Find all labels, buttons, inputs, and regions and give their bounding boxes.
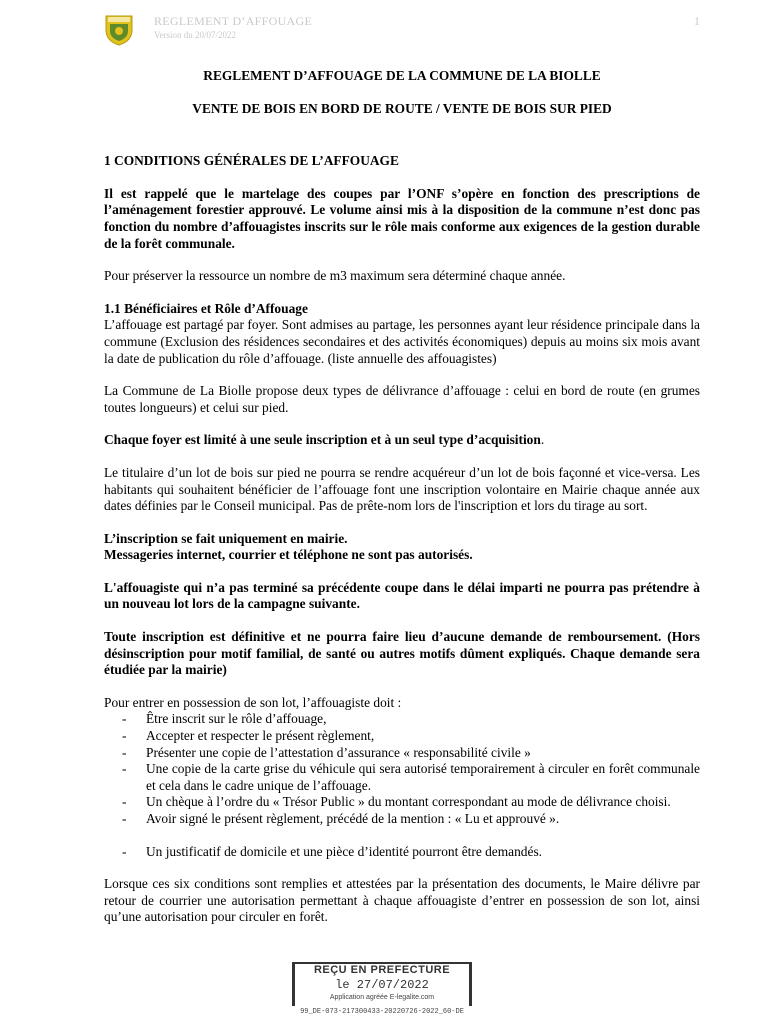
document-title: REGLEMENT D’AFFOUAGE DE LA COMMUNE DE LA BIOLLE	[203, 68, 601, 83]
list-item	[104, 794, 700, 811]
limit-end: .	[540, 432, 545, 448]
limit-bold-text: Chaque foyer est limité à une seule inscription et à un seul type d’acquisition	[104, 432, 541, 448]
registration-paragraph	[104, 531, 700, 564]
list-item-text: Une copie de la carte grise du véhicule qui sera autorisé temporairement à circuler en forêt communale et cela dans le cadre unique de l’affouage.	[146, 761, 700, 793]
list-dash: -	[122, 811, 127, 826]
commune-crest-logo	[104, 12, 134, 46]
prefecture-stamp	[292, 962, 472, 1020]
list-item	[104, 811, 700, 828]
list-dash: -	[122, 744, 127, 760]
list-dash: -	[122, 761, 127, 777]
list-item-text: Accepter et respecter le présent règlement,	[146, 728, 375, 744]
previous-cut-paragraph: L'affouagiste qui n’a pas terminé sa précédente coupe dans le délai imparti ne pourra pas prétendre à un nouveau lot lors de la campagne suivante.	[104, 579, 700, 612]
page-number: 1	[694, 14, 700, 28]
list-item	[104, 728, 700, 745]
section-1-heading: 1 CONDITIONS GÉNÉRALES DE L’AFFOUAGE	[104, 153, 399, 169]
list-dash: -	[122, 843, 127, 859]
list-item-text: Un chèque à l’ordre du « Trésor Public » du montant correspondant au mode de délivrance choisi.	[146, 794, 671, 810]
list-item	[104, 761, 700, 794]
list-dash: -	[122, 711, 127, 727]
document-body	[104, 68, 700, 942]
list-item-text: Présenter une copie de l’attestation d’assurance « responsabilité civile »	[146, 744, 531, 760]
delivery-types-paragraph: La Commune de La Biolle propose deux types de délivrance d’affouage : celui en bord de route (en grumes toutes longueurs) et celui sur pied.	[104, 383, 700, 415]
beneficiaries-paragraph: L’affouage est partagé par foyer. Sont admises au partage, les personnes ayant leur résidence principale dans la commune (Exclusion des résidences secondaires et des activités économiques) depuis au moins six mois avant la date de publication du rôle d’affouage. (liste annuelle des affouagistes)	[104, 317, 700, 366]
list-item	[104, 844, 700, 861]
intro-paragraph: Il est rappelé que le martelage des coupes par l’ONF s’opère en fonction des prescriptions de l’aménagement forestier approuvé. Le volume ainsi mis à la disposition de la commune n’est donc pas fonction du nombre d’affouagistes inscrits sur le rôle mais conforme aux exigences de la gestion durable de la forêt communale.	[104, 185, 700, 251]
definitive-paragraph: Toute inscription est définitive et ne pourra faire lieu d’aucune demande de remboursement. (Hors désinscription pour motif familial, de santé ou autres motifs dûment expliqués. Chaque demande sera étudiée par la mairie)	[104, 629, 700, 678]
resource-paragraph: Pour préserver la ressource un nombre de m3 maximum sera déterminé chaque année.	[104, 268, 566, 284]
list-item-text: Un justificatif de domicile et une pièce d’identité pourront être demandés.	[146, 843, 542, 859]
list-item-text: Être inscrit sur le rôle d’affouage,	[146, 711, 327, 727]
list-item	[104, 745, 700, 762]
list-spacer	[104, 828, 700, 844]
list-item	[104, 711, 700, 728]
subsection-1-1-heading: 1.1 Bénéficiaires et Rôle d’Affouage	[104, 300, 308, 316]
header-document-title: REGLEMENT D’AFFOUAGE	[154, 14, 313, 28]
list-item-text: Avoir signé le présent règlement, précédé de la mention : « Lu et approuvé ».	[146, 811, 560, 826]
extra-requirement-list	[104, 844, 700, 861]
list-spacer	[104, 860, 700, 876]
registration-line-2: Messageries internet, courrier et téléphone ne sont pas autorisés.	[104, 547, 473, 563]
header-version-date: Version du 20/07/2022	[154, 30, 236, 40]
closing-paragraph: Lorsque ces six conditions sont remplies et attestées par la présentation des documents, le Maire délivre par retour de courrier une autorisation permettant à chaque affouagiste d’entrer en possession de son lot, ainsi qu’une autorisation pour circuler en forêt.	[104, 876, 700, 925]
document-subtitle: VENTE DE BOIS EN BORD DE ROUTE / VENTE DE BOIS SUR PIED	[192, 100, 612, 116]
requirements-list	[104, 711, 700, 827]
limit-paragraph	[104, 432, 700, 449]
list-dash: -	[122, 728, 127, 744]
stamp-application-label: Application agréée E-legalite.com	[329, 994, 435, 1001]
stamp-reference-code: 99_DE-073-217300433-20220726-2022_60-DE	[300, 1008, 464, 1016]
page-header	[104, 12, 704, 44]
stamp-received-label: REÇU EN PREFECTURE	[313, 964, 451, 976]
list-dash: -	[122, 794, 127, 810]
registration-line-1: L’inscription se fait uniquement en mairie.	[104, 530, 348, 546]
holder-paragraph: Le titulaire d’un lot de bois sur pied ne pourra se rendre acquéreur d’un lot de bois façonné et vice-versa. Les habitants qui souhaitent bénéficier de l’affouage font une inscription volontaire en Mairie chaque année aux dates définies par le Conseil municipal. Pas de prête-nom lors de l'inscription et lors du tirage au sort.	[104, 464, 700, 514]
possession-intro: Pour entrer en possession de son lot, l’affouagiste doit :	[104, 694, 402, 710]
stamp-date: le 27/07/2022	[335, 978, 429, 992]
